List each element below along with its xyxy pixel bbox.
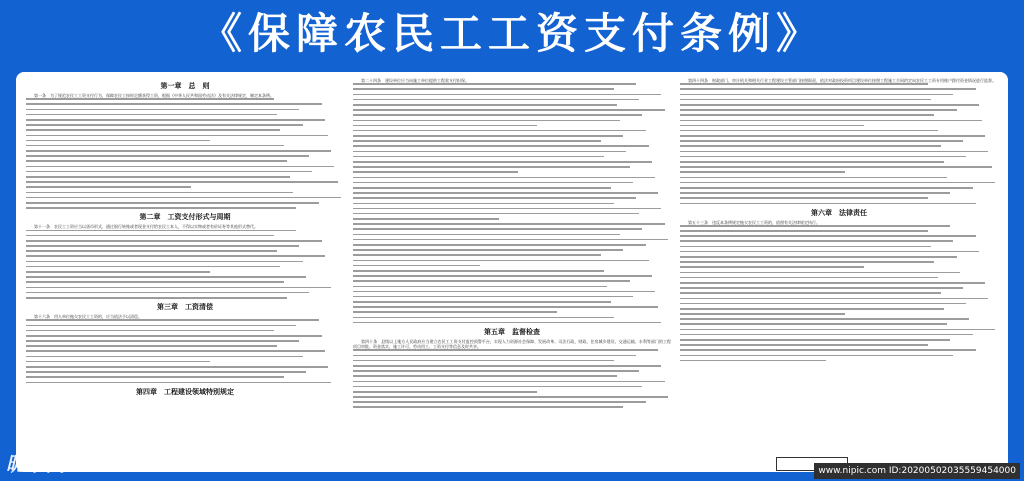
text-line [680, 355, 953, 357]
text-line [26, 350, 325, 352]
text-line [680, 329, 995, 331]
text-line [680, 272, 960, 274]
text-line [353, 396, 668, 398]
text-line [26, 292, 309, 294]
chapter-heading: 第六章 法律责任 [811, 208, 867, 217]
article-text-block [680, 83, 998, 204]
text-line [353, 145, 649, 147]
text-line [680, 83, 928, 85]
text-line [353, 166, 630, 168]
article-paragraph: 第二十四条 建设单位应当向施工单位提供工程款支付担保。 [361, 78, 469, 83]
article-text-block [26, 98, 344, 209]
text-line [26, 181, 338, 183]
text-line [680, 145, 941, 147]
text-line [353, 203, 614, 205]
text-line [26, 250, 277, 252]
text-line [353, 208, 661, 210]
article-text-block [680, 225, 998, 361]
text-line [353, 406, 623, 408]
text-line [353, 120, 620, 122]
text-line [26, 155, 309, 157]
text-line [26, 266, 280, 268]
text-line [680, 298, 988, 300]
text-line [680, 88, 976, 90]
text-line [353, 375, 617, 377]
text-line [26, 276, 306, 278]
article-text-block [353, 349, 671, 408]
text-line [26, 186, 191, 188]
text-line [680, 261, 934, 263]
article-paragraph: 第四十四条 财政部门、审计机关和相关行业工程建设主管部门按照职责，依法对政府投资项目建设单位按照工程施工合同约定向农民工工资专用账户拨付资金情况进行监督。 [688, 78, 996, 83]
text-line [680, 182, 995, 184]
text-line [353, 182, 633, 184]
text-line [353, 275, 652, 277]
text-line [353, 135, 623, 137]
watermark-logo: 昵享网 [6, 452, 66, 476]
text-line [353, 130, 646, 132]
text-line [680, 318, 969, 320]
text-line [680, 292, 941, 294]
text-line [26, 171, 312, 173]
text-line [353, 114, 642, 116]
text-line [26, 124, 303, 126]
text-line [26, 150, 331, 152]
text-line [353, 401, 646, 403]
text-line [680, 323, 947, 325]
text-line [353, 391, 537, 393]
text-line [26, 361, 210, 363]
text-line [680, 282, 985, 284]
text-line [26, 129, 280, 131]
text-line [353, 355, 636, 357]
text-line [680, 344, 928, 346]
text-line [26, 366, 328, 368]
text-line [26, 145, 284, 147]
text-line [680, 349, 976, 351]
text-line [26, 356, 303, 358]
text-line [353, 322, 661, 324]
article-text-block [353, 83, 671, 323]
article-paragraph: 第四十条 县级以上地方人民政府应当建立农民工工资支付监控预警平台，实现人力资源社会保障、发展改革、司法行政、财政、住房城乡建设、交通运输、水利等部门的工程项目审批、资金落实、施工许可、劳动用工、工资支付等信息及时共享。 [353, 339, 671, 350]
text-line [353, 296, 633, 298]
text-line [353, 223, 665, 225]
text-line [353, 301, 611, 303]
text-line [353, 88, 614, 90]
text-line [26, 160, 287, 162]
text-line [680, 303, 966, 305]
text-line [680, 230, 928, 232]
text-line [353, 311, 557, 313]
text-line [353, 156, 604, 158]
text-line [26, 114, 277, 116]
text-line [353, 244, 646, 246]
text-line [26, 382, 331, 384]
text-line [353, 213, 639, 215]
text-line [26, 202, 319, 204]
text-line [353, 280, 630, 282]
text-line [680, 109, 957, 111]
text-line [680, 187, 973, 189]
text-line [353, 140, 601, 142]
text-line [680, 235, 976, 237]
text-line [680, 130, 938, 132]
text-line [353, 187, 611, 189]
text-line [353, 381, 665, 383]
footer-image-id: www.nipic.com ID:20200502035559454000 [814, 463, 1020, 479]
text-line [353, 365, 661, 367]
text-line [353, 99, 639, 101]
text-line [26, 135, 328, 137]
text-line [680, 171, 845, 173]
text-line [680, 140, 963, 142]
text-line [680, 225, 950, 227]
text-line [26, 98, 274, 100]
text-line [680, 114, 934, 116]
article-text-block [26, 319, 344, 383]
text-line [680, 151, 988, 153]
text-line [680, 177, 947, 179]
text-line [26, 245, 299, 247]
text-line [353, 260, 649, 262]
text-line [680, 197, 928, 199]
text-line [353, 161, 652, 163]
text-line [26, 235, 274, 237]
text-line [26, 166, 334, 168]
text-line [26, 376, 284, 378]
text-line [26, 103, 322, 105]
text-line [680, 360, 826, 362]
text-line [353, 265, 480, 267]
text-line [26, 240, 322, 242]
chapter-heading: 第二章 工资支付形式与周期 [139, 213, 231, 222]
text-line [680, 161, 944, 163]
text-line [680, 156, 966, 158]
text-line [353, 370, 639, 372]
text-line [680, 104, 979, 106]
text-line [353, 234, 620, 236]
text-line [353, 360, 614, 362]
text-line [353, 286, 607, 288]
article-paragraph: 第十六条 用人单位拖欠农民工工资的，应当依法予以清偿。 [34, 314, 142, 320]
text-line [353, 125, 537, 127]
text-line [26, 340, 299, 342]
text-line [353, 177, 655, 179]
text-line [353, 94, 661, 96]
text-line [26, 261, 303, 263]
text-line [353, 349, 658, 351]
text-line [26, 109, 299, 111]
text-line [353, 386, 642, 388]
page-title: 《保障农民工工资支付条例》 [199, 9, 824, 58]
text-line [26, 325, 296, 327]
text-line [26, 192, 293, 194]
text-line [26, 330, 274, 332]
text-line [353, 228, 642, 230]
text-line [353, 291, 655, 293]
text-line [680, 125, 864, 127]
text-line [26, 287, 331, 289]
text-line [353, 192, 658, 194]
text-line [26, 176, 290, 178]
text-line [353, 171, 518, 173]
text-line [680, 313, 845, 315]
text-line [353, 151, 626, 153]
article-text-block [26, 230, 344, 299]
text-line [680, 166, 992, 168]
text-line [26, 271, 210, 273]
text-line [680, 99, 931, 101]
text-line [680, 266, 864, 268]
text-line [680, 94, 953, 96]
text-line [26, 297, 287, 299]
text-line [680, 135, 985, 137]
text-line [353, 270, 604, 272]
text-line [680, 192, 950, 194]
text-line [26, 140, 210, 142]
text-line [680, 334, 973, 336]
text-line [353, 306, 658, 308]
text-line [26, 119, 325, 121]
chapter-heading: 第三章 工资清偿 [157, 303, 213, 312]
text-line [680, 251, 979, 253]
text-line [680, 287, 963, 289]
text-line [353, 249, 623, 251]
text-line [26, 345, 277, 347]
text-line [26, 281, 284, 283]
text-line [353, 104, 617, 106]
text-column-3 [680, 78, 998, 470]
text-line [680, 339, 950, 341]
text-line [680, 240, 953, 242]
text-column-2 [353, 78, 671, 470]
text-line [680, 203, 976, 205]
text-line [353, 218, 499, 220]
article-paragraph: 第十一条 农民工工资应当以货币形式，通过银行转账或者现金支付给农民工本人，不得以实物或者有价证券等其他形式替代。 [34, 224, 258, 230]
chapter-heading: 第四章 工程建设领域特别规定 [136, 387, 234, 396]
chapter-heading: 第五章 监督检查 [484, 328, 540, 337]
text-line [680, 277, 938, 279]
text-line [26, 207, 296, 209]
text-column-1 [26, 78, 344, 470]
text-line [26, 319, 319, 321]
document-panel [16, 72, 1008, 472]
text-line [353, 83, 636, 85]
text-line [26, 335, 322, 337]
text-line [26, 255, 325, 257]
text-line [680, 120, 982, 122]
text-line [353, 317, 614, 319]
chapter-heading: 第一章 总 则 [160, 82, 210, 90]
text-line [26, 230, 296, 232]
text-line [353, 109, 665, 111]
text-line [680, 308, 944, 310]
text-line [353, 197, 636, 199]
text-line [680, 256, 957, 258]
text-line [353, 239, 668, 241]
text-line [680, 246, 931, 248]
text-line [26, 371, 306, 373]
article-paragraph: 第一条 为了规范农民工工资支付行为，保障农民工按时足额获得工资，根据《中华人民共和国劳动法》及有关法律规定，制定本条例。 [34, 93, 274, 98]
text-line [26, 197, 341, 199]
text-line [353, 254, 601, 256]
article-paragraph: 第五十三条 违反本条例规定拖欠农民工工资的，依照有关法律规定执行。 [688, 219, 820, 225]
